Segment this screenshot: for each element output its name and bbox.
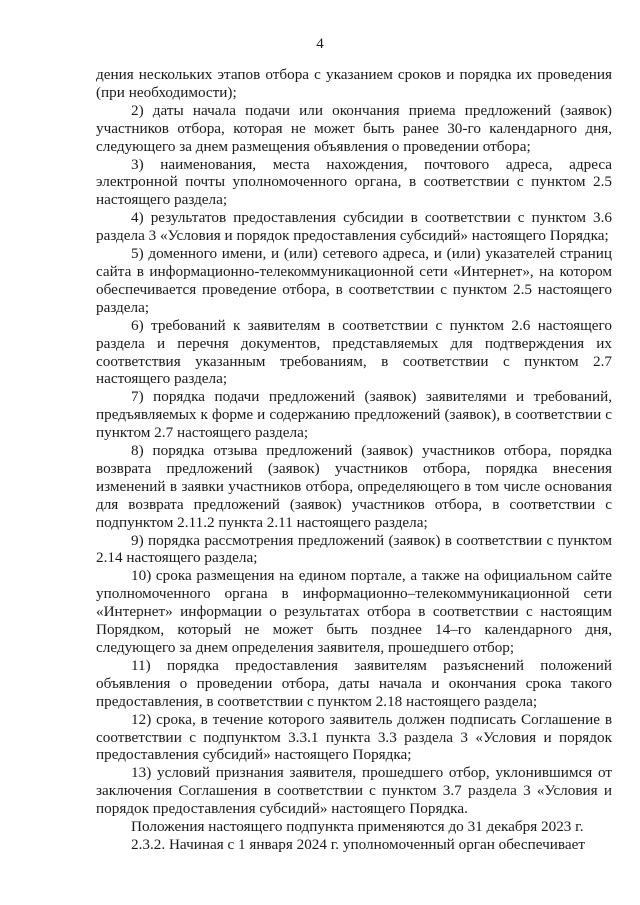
paragraph-12: 12) срока, в течение которого заявитель должен подписать Соглашение в соответствии с подпунктом 3.3.1 пункта 3.3 раздела 3 «Условия и порядок предоставления субсидий» настоящего Порядка; [96,710,612,764]
paragraph-5: 5) доменного имени, и (или) сетевого адреса, и (или) указателей страниц сайта в информационно-телекоммуникационной сети «Интернет», на котором обеспечивается проведение отбора, в соответствии с пунктом 2.5 настоящего раздела; [96,245,612,316]
paragraph-1: дения нескольких этапов отбора с указанием сроков и порядка их проведения (при необходимости); [96,66,612,101]
paragraph-13: 13) условий признания заявителя, прошедшего отбор, уклонившимся от заключения Соглашения в соответствии с пунктом 3.7 раздела 3 «Условия и порядок предоставления субсидий» настоящего Порядка. [96,764,612,818]
document-body [96,66,612,854]
paragraph-7: 7) порядка подачи предложений (заявок) заявителями и требований, предъявляемых к форме и содержанию предложений (заявок), в соответствии с пунктом 2.7 настоящего раздела; [96,388,612,442]
paragraph-2: 2) даты начала подачи или окончания приема предложений (заявок) участников отбора, которая не может быть ранее 30-го календарного дня, следующего за днем размещения объявления о проведении отбора; [96,101,612,155]
paragraph-8: 8) порядка отзыва предложений (заявок) участников отбора, порядка возврата предложений (заявок) участников отбора, порядка внесения изменений в заявки участников отбора, определяющего в том числе основания для возврата предложений (заявок) участников отбора, в соответствии с подпунктом 2.11.2 пункта 2.11 настоящего раздела; [96,442,612,531]
paragraph-3: 3) наименования, места нахождения, почтового адреса, адреса электронной почты уполномоченного органа, в соответствии с пунктом 2.5 настоящего раздела; [96,155,612,209]
page-number: 4 [316,36,324,52]
paragraph-6: 6) требований к заявителям в соответствии с пунктом 2.6 настоящего раздела и перечня документов, представляемых для подтверждения их соответствия указанным требованиям, в соответствии с пунктом 2.7 настоящего раздела; [96,316,612,388]
paragraph-11: 11) порядка предоставления заявителям разъяснений положений объявления о проведении отбора, даты начала и окончания срока такого предоставления, в соответствии с пунктом 2.18 настоящего раздела; [96,656,612,710]
paragraph-14: Положения настоящего подпункта применяются до 31 декабря 2023 г. [131,818,584,836]
paragraph-10: 10) срока размещения на едином портале, а также на официальном сайте уполномоченного органа в информационно–телекоммуникационной сети «Интернет» информации о результатах отбора в соответствии с настоящим Порядком, который не может быть позднее 14–го календарного дня, следующего за днем определения заявителя, прошедшего отбор; [96,567,612,656]
paragraph-9: 9) порядка рассмотрения предложений (заявок) в соответствии с пунктом 2.14 настоящего раздела; [96,531,612,567]
paragraph-15: 2.3.2. Начиная с 1 января 2024 г. уполномоченный орган обеспечивает [131,835,586,853]
paragraph-4: 4) результатов предоставления субсидии в соответствии с пунктом 3.6 раздела 3 «Условия и порядок предоставления субсидий» настоящего Порядка; [96,209,612,245]
